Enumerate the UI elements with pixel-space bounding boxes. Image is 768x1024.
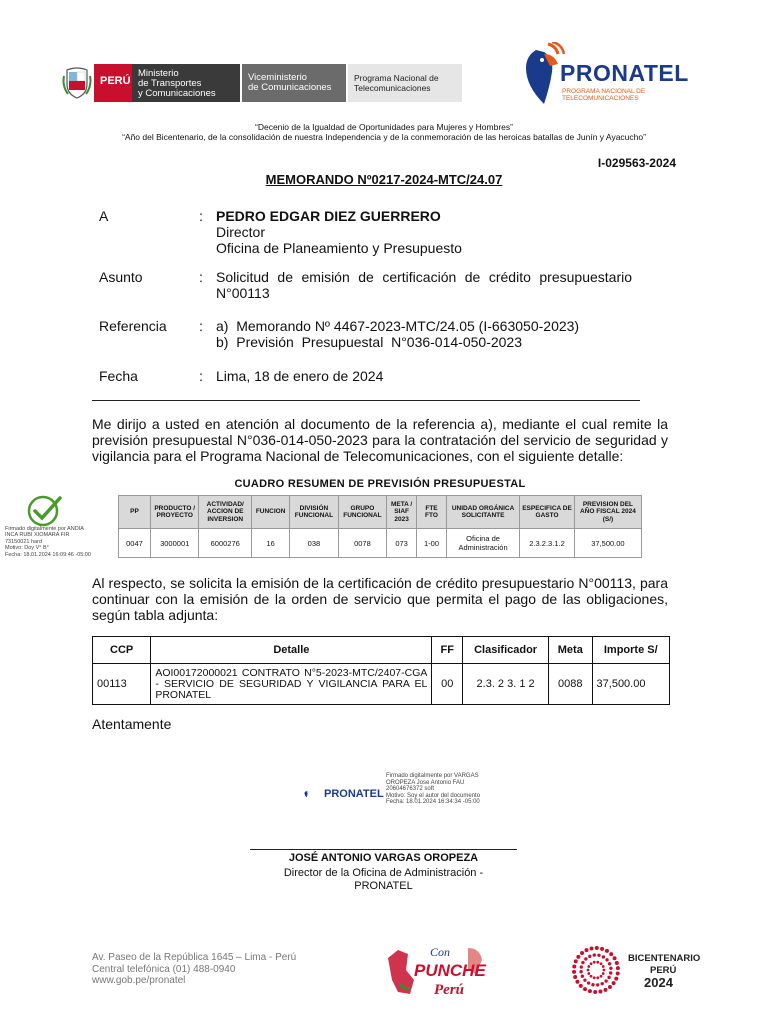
table-header-row <box>93 637 670 664</box>
field-colon: : <box>199 208 203 224</box>
table-header-cell: PREVISION DEL AÑO FISCAL 2024 (S/) <box>574 496 641 529</box>
sun-dot <box>591 983 594 986</box>
sun-dot <box>572 965 576 969</box>
recipient-role: Director <box>216 224 266 240</box>
sun-dot <box>573 975 577 979</box>
sun-dot <box>588 989 592 993</box>
sun-dot <box>600 975 603 978</box>
sun-dot <box>575 980 579 984</box>
signer-name: JOSÉ ANTONIO VARGAS OROPEZA <box>288 852 479 864</box>
viceministerio-label: Viceministerio de Comunicaciones <box>242 64 346 102</box>
signature-line <box>250 849 517 850</box>
sun-dot <box>605 949 609 953</box>
sun-dot <box>579 984 583 988</box>
footer-web-link[interactable]: www.gob.pe/pronatel <box>92 975 186 986</box>
cuadro-resumen-table <box>118 495 642 558</box>
sun-dot <box>602 955 605 958</box>
sun-dot <box>576 955 580 959</box>
programa-label: Programa Nacional de Telecomunicaciones <box>348 64 462 102</box>
sun-dot <box>596 983 599 986</box>
table-header-cell: FTE FTO <box>417 496 447 529</box>
sun-dot <box>609 967 612 970</box>
sun-dot <box>613 956 617 960</box>
table-header-cell: Clasificador <box>463 637 549 664</box>
sun-dot <box>604 979 607 982</box>
sun-dot <box>616 966 620 970</box>
recipient-office: Oficina de Planeamiento y Presupuesto <box>216 240 462 256</box>
sun-dot <box>583 987 587 991</box>
reference-a: a) Memorando Nº 4467-2023-MTC/24.05 (I-663050-2023) <box>216 318 580 334</box>
digital-signature-text: Firmado digitalmente por ANDIA INCA RUBI XIOMARA FIR 73150021 hard Motivo: Doy V° B° Fecha: 18.01.2024 16:09:46 -05:00 <box>5 526 91 558</box>
sun-dot <box>587 981 590 984</box>
table-header-cell: FF <box>432 637 463 664</box>
table-header-cell: Meta <box>549 637 592 664</box>
table-header-cell: ACTIVIDAD/ ACCION DE INVERSION <box>199 496 252 529</box>
pronatel-wordmark: PRONATEL <box>560 60 689 86</box>
table-header-cell: GRUPO FUNCIONAL <box>338 496 386 529</box>
closing-text: Atentamente <box>92 716 172 732</box>
sun-dot <box>593 976 596 979</box>
sun-dot <box>580 965 583 968</box>
table-cell: 6000276 <box>199 529 252 558</box>
sun-dot <box>596 961 599 964</box>
sun-dot <box>609 952 613 956</box>
sun-dot <box>587 972 590 975</box>
decenio-text: “Decenio de la Igualdad de Oportunidades para Mujeres y Hombres” “Año del Bicentenario, de la consolidación de nuestra Independencia y de la conmemoración de las heroicas batallas de Junín y Ayacucho” <box>122 122 646 142</box>
con-punche-peru-logo <box>384 940 488 1000</box>
field-asunto-value: Solicitud de emisión de certificación de crédito presupuestario N°00113 <box>216 269 632 301</box>
svg-text:Perú: Perú <box>434 982 464 998</box>
sun-dot <box>590 975 593 978</box>
sun-dot <box>593 961 596 964</box>
sun-dot <box>581 961 584 964</box>
field-referencia-value <box>216 318 579 350</box>
sun-dot <box>583 978 586 981</box>
table-cell: 0078 <box>338 529 386 558</box>
sun-dot <box>596 976 599 979</box>
sun-dot <box>600 962 603 965</box>
table-cell: 37,500.00 <box>574 529 641 558</box>
sun-dot <box>580 951 584 955</box>
field-a-value <box>216 208 462 256</box>
digital-signature-text: Firmado digitalmente por VARGAS OROPEZA Jose Antonio FAU 20604676372 soft Motivo: Soy el autor del documento Fecha: 18.01.2024 16:34:34 -05:00 <box>386 773 481 805</box>
peru-label: PERÚ <box>94 64 132 102</box>
paragraph-intro: Me dirijo a usted en atención al documento de la referencia a), mediante el cual remite la previsión presupuestal N°036-014-050-2023 para la contratación del servicio de seguridad y vigilancia para el Programa Nacional de Telecomunicaciones, con el siguiente detalle: <box>92 416 668 464</box>
field-colon: : <box>199 368 203 384</box>
table-header-cell: PRODUCTO / PROYECTO <box>150 496 198 529</box>
svg-text:Con: Con <box>430 945 451 959</box>
svg-text:2024: 2024 <box>644 975 673 990</box>
sun-dot <box>584 957 587 960</box>
table-cell: 073 <box>387 529 417 558</box>
sun-dot <box>600 947 604 951</box>
svg-text:BICENTENARIO: BICENTENARIO <box>628 953 701 964</box>
sun-dot <box>615 961 619 965</box>
paragraph-request: Al respecto, se solicita la emisión de la certificación de crédito presupuestario N°00113, para continuar con la emisión de la orden de servicio que permita el pago de las obligaciones, según tabla adjunta: <box>92 575 668 623</box>
sun-dot <box>590 946 594 950</box>
field-a-label: A <box>99 208 109 224</box>
bicentenario-logo <box>566 942 706 998</box>
table-header-cell: META / SIAF 2023 <box>387 496 417 529</box>
table-header-cell: Detalle <box>151 637 432 664</box>
sun-dot <box>595 946 599 950</box>
table-cell: AOI00172000021 CONTRATO N°5-2023-MTC/2407-CGA - SERVICIO DE SEGURIDAD Y VIGILANCIA PARA EL PRONATEL <box>151 664 432 705</box>
coat-of-arms-icon <box>62 66 92 100</box>
sun-dot <box>602 972 605 975</box>
sun-dot <box>605 958 608 961</box>
sun-dot <box>603 988 607 992</box>
sun-dot <box>607 976 610 979</box>
divider <box>92 400 640 401</box>
recipient-name: PEDRO EDGAR DIEZ GUERRERO <box>216 208 441 224</box>
table-header-cell: DIVISIÓN FUNCIONAL <box>290 496 338 529</box>
table-cell: 0088 <box>549 664 592 705</box>
table-cell: 0047 <box>119 529 151 558</box>
sun-dot <box>574 959 578 963</box>
sun-dot <box>597 954 600 957</box>
table-header-cell: PP <box>119 496 151 529</box>
sun-dot <box>616 971 620 975</box>
sun-dot <box>587 965 590 968</box>
sun-dot <box>598 990 602 994</box>
field-colon: : <box>199 269 203 285</box>
table-cell: Oficina de Administración <box>446 529 519 558</box>
field-colon: : <box>199 318 203 334</box>
field-referencia-label: Referencia <box>99 318 167 334</box>
table-cell: 00 <box>432 664 463 705</box>
sun-dot <box>603 969 606 972</box>
sun-dot <box>593 953 596 956</box>
signer-role: Director de la Oficina de Administración - PRONATEL <box>283 867 484 892</box>
table-cell: 2.3.2.3.1.2 <box>520 529 575 558</box>
table-row <box>93 664 670 705</box>
table-header-cell: UNIDAD ORGÁNICA SOLICITANTE <box>446 496 519 529</box>
cuadro-title: CUADRO RESUMEN DE PREVISIÓN PRESUPUESTAL <box>234 478 526 490</box>
table-cell: 1-00 <box>417 529 447 558</box>
table-header-cell: FUNCION <box>252 496 290 529</box>
sun-dot <box>593 990 597 994</box>
sun-dot <box>608 962 611 965</box>
table-header-row <box>119 496 642 529</box>
pronatel-small-bird-icon <box>304 780 324 808</box>
field-asunto-label: Asunto <box>99 269 143 285</box>
table-cell: 16 <box>252 529 290 558</box>
signature-stamp-wordmark: PRONATEL <box>324 788 384 800</box>
table-cell: 3000001 <box>150 529 198 558</box>
footer-address: Av. Paseo de la República 1645 – Lima - Perú Central telefónica (01) 488-0940 www.gob.pe/pronatel <box>92 952 297 986</box>
table-header-cell: ESPECIFICA DE GASTO <box>520 496 575 529</box>
table-header-cell: Importe S/ <box>592 637 669 664</box>
ccp-table <box>92 636 670 705</box>
sun-dot <box>609 971 612 974</box>
sun-dot <box>608 985 612 989</box>
document-number: I-029563-2024 <box>597 156 676 170</box>
digital-signature-check-icon <box>26 494 64 528</box>
pronatel-subtitle: PROGRAMA NACIONAL DE TELECOMUNICACIONES <box>562 88 646 102</box>
table-cell: 2.3. 2 3. 1 2 <box>463 664 549 705</box>
sun-dot <box>579 970 582 973</box>
field-fecha-value: Lima, 18 de enero de 2024 <box>216 368 384 384</box>
reference-b: b) Previsión Presupuestal N°036-014-050-2023 <box>216 334 522 350</box>
memo-title: MEMORANDO Nº0217-2024-MTC/24.07 <box>265 172 503 187</box>
sun-dot <box>614 977 618 981</box>
sun-dot <box>602 965 605 968</box>
field-fecha-label: Fecha <box>99 368 138 384</box>
svg-text:PUNCHE: PUNCHE <box>414 961 486 980</box>
sun-dot <box>581 975 584 978</box>
table-cell: 37,500.00 <box>592 664 669 705</box>
ministerio-label: Ministerio de Transportes y Comunicaciones <box>132 64 240 102</box>
svg-text:PERÚ: PERÚ <box>650 965 677 976</box>
sun-dot <box>572 970 576 974</box>
sun-dot <box>590 962 593 965</box>
sun-dot <box>585 948 589 952</box>
table-header-cell: CCP <box>93 637 151 664</box>
table-cell: 00113 <box>93 664 151 705</box>
table-cell: 038 <box>290 529 338 558</box>
table-row <box>119 529 642 558</box>
sun-dot <box>588 955 591 958</box>
sun-dot <box>601 982 604 985</box>
sun-dot <box>587 969 590 972</box>
sun-dot <box>612 981 616 985</box>
